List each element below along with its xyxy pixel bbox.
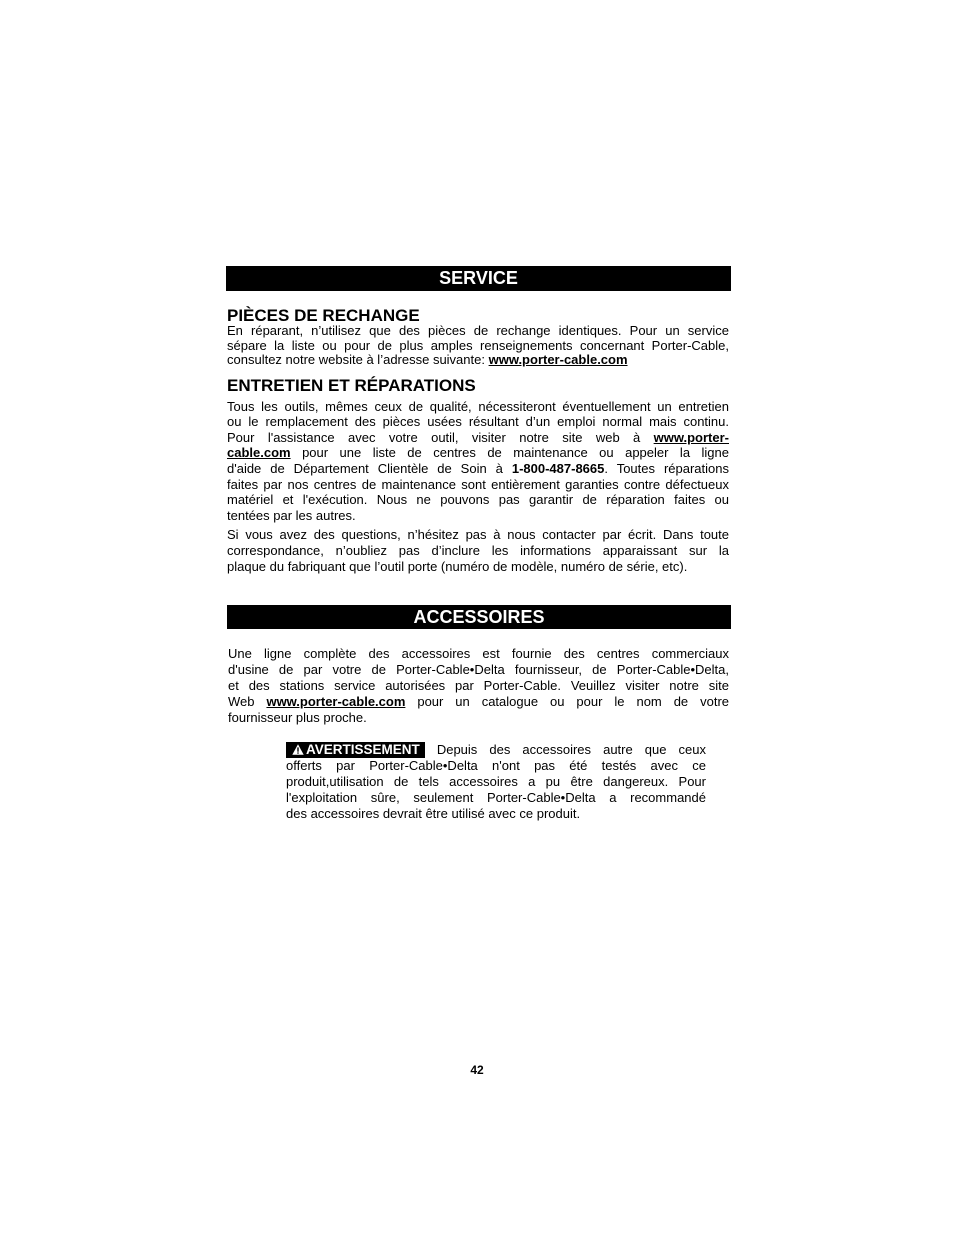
text-run: fournisseur plus proche. — [228, 710, 367, 726]
text-line — [227, 477, 729, 493]
text-line — [227, 339, 729, 354]
entretien-paragraph-2 — [227, 527, 729, 575]
text-run: pour une liste de centres de maintenance ou appeler la ligne — [290, 445, 729, 461]
text-line — [227, 559, 729, 575]
text-line — [286, 790, 706, 806]
text-line — [227, 543, 729, 559]
text-run: Pour l'assistance avec votre outil, visiter notre site web à — [227, 429, 654, 445]
accessoires-banner — [227, 605, 731, 629]
text-run: Depuis des accessoires autre que ceux — [424, 742, 706, 758]
accessoires-paragraph — [228, 646, 729, 726]
text-line — [228, 694, 729, 710]
text-line — [227, 492, 729, 508]
text-line — [227, 527, 729, 543]
phone-number: 1-800-487-8665 — [511, 460, 605, 476]
text-run: Si vous avez des questions, n’hésitez pas à nous contacter par écrit. Dans toute — [227, 527, 729, 543]
text-line — [227, 414, 729, 430]
accessoires-banner-title: ACCESSOIRES — [413, 607, 545, 627]
text-run: plaque du fabriquant que l’outil porte (numéro de modèle, numéro de série, etc). — [227, 559, 688, 575]
website-link[interactable]: www.porter-cable.com — [266, 694, 406, 710]
website-link[interactable]: www.porter- — [653, 429, 729, 445]
text-run: offerts par Porter-Cable•Delta n'ont pas été testés avec ce — [286, 758, 706, 774]
text-line — [228, 646, 729, 662]
text-run: consultez notre website à l’adresse suivante: — [227, 352, 489, 368]
text-run: et des stations service autorisées par Porter-Cable. Veuillez visiter notre site — [228, 678, 729, 694]
pieces-paragraph — [227, 324, 729, 368]
text-run: d'usine de par votre de Porter-Cable•Delta fournisseur, de Porter-Cable•Delta, — [228, 662, 729, 678]
warning-label-text: AVERTISSEMENT — [306, 742, 420, 758]
entretien-paragraph-1 — [227, 399, 729, 524]
text-run: Web — [228, 694, 267, 710]
text-line — [228, 710, 729, 726]
text-run: faites par nos centres de maintenance sont entièrement garanties contre défectueux — [227, 476, 729, 492]
text-run: d'aide de Département Clientèle de Soin à — [227, 460, 512, 476]
text-run: l'exploitation sûre, seulement Porter-Cable•Delta a recommandé — [286, 790, 706, 806]
text-line — [227, 399, 729, 415]
text-line — [227, 461, 729, 477]
text-run: ou le remplacement des pièces usées résultant d’un emploi normal mais continu. — [227, 414, 729, 430]
text-run: tentées par les autres. — [227, 507, 356, 523]
text-line — [286, 742, 706, 758]
text-run: Une ligne complète des accessoires est fournie des centres commerciaux — [228, 646, 729, 662]
text-line — [227, 353, 729, 368]
service-banner — [226, 266, 731, 291]
text-run: sépare la liste ou pour de plus amples renseignements concernant Porter-Cable, — [227, 337, 729, 353]
text-line — [227, 324, 729, 339]
text-run: matériel et l'exécution. Nous ne pouvons pas garantir de réparation faites ou — [227, 492, 729, 508]
service-banner-title: SERVICE — [439, 268, 518, 288]
text-line — [227, 508, 729, 524]
text-run: . Toutes réparations — [604, 460, 729, 476]
text-run: pour un catalogue ou pour le nom de votre — [405, 694, 729, 710]
text-line — [228, 678, 729, 694]
text-line — [286, 774, 706, 790]
text-line — [227, 445, 729, 461]
entretien-heading: ENTRETIEN ET RÉPARATIONS — [227, 376, 476, 395]
text-line — [228, 662, 729, 678]
website-link[interactable]: www.porter-cable.com — [488, 352, 628, 368]
text-run: En réparant, n’utilisez que des pièces de rechange identiques. Pour un service — [227, 323, 729, 339]
text-run: produit,utilisation de tels accessoires a pu être dangereux. Pour — [286, 774, 706, 790]
warning-label — [286, 742, 425, 758]
website-link[interactable]: cable.com — [227, 445, 291, 461]
text-line — [286, 758, 706, 774]
text-run: Tous les outils, mêmes ceux de qualité, nécessiteront éventuellement un entretien — [227, 398, 729, 414]
warning-block — [286, 742, 706, 822]
text-run: des accessoires devrait être utilisé avec ce produit. — [286, 806, 581, 822]
text-line — [286, 806, 706, 822]
text-line — [227, 430, 729, 446]
page-number: 42 — [470, 1063, 484, 1077]
pieces-de-rechange-heading: PIÈCES DE RECHANGE — [227, 306, 420, 325]
text-run: correspondance, n’oubliez pas d’inclure les informations apparaissant sur la — [227, 543, 729, 559]
warning-triangle-icon — [292, 744, 304, 755]
